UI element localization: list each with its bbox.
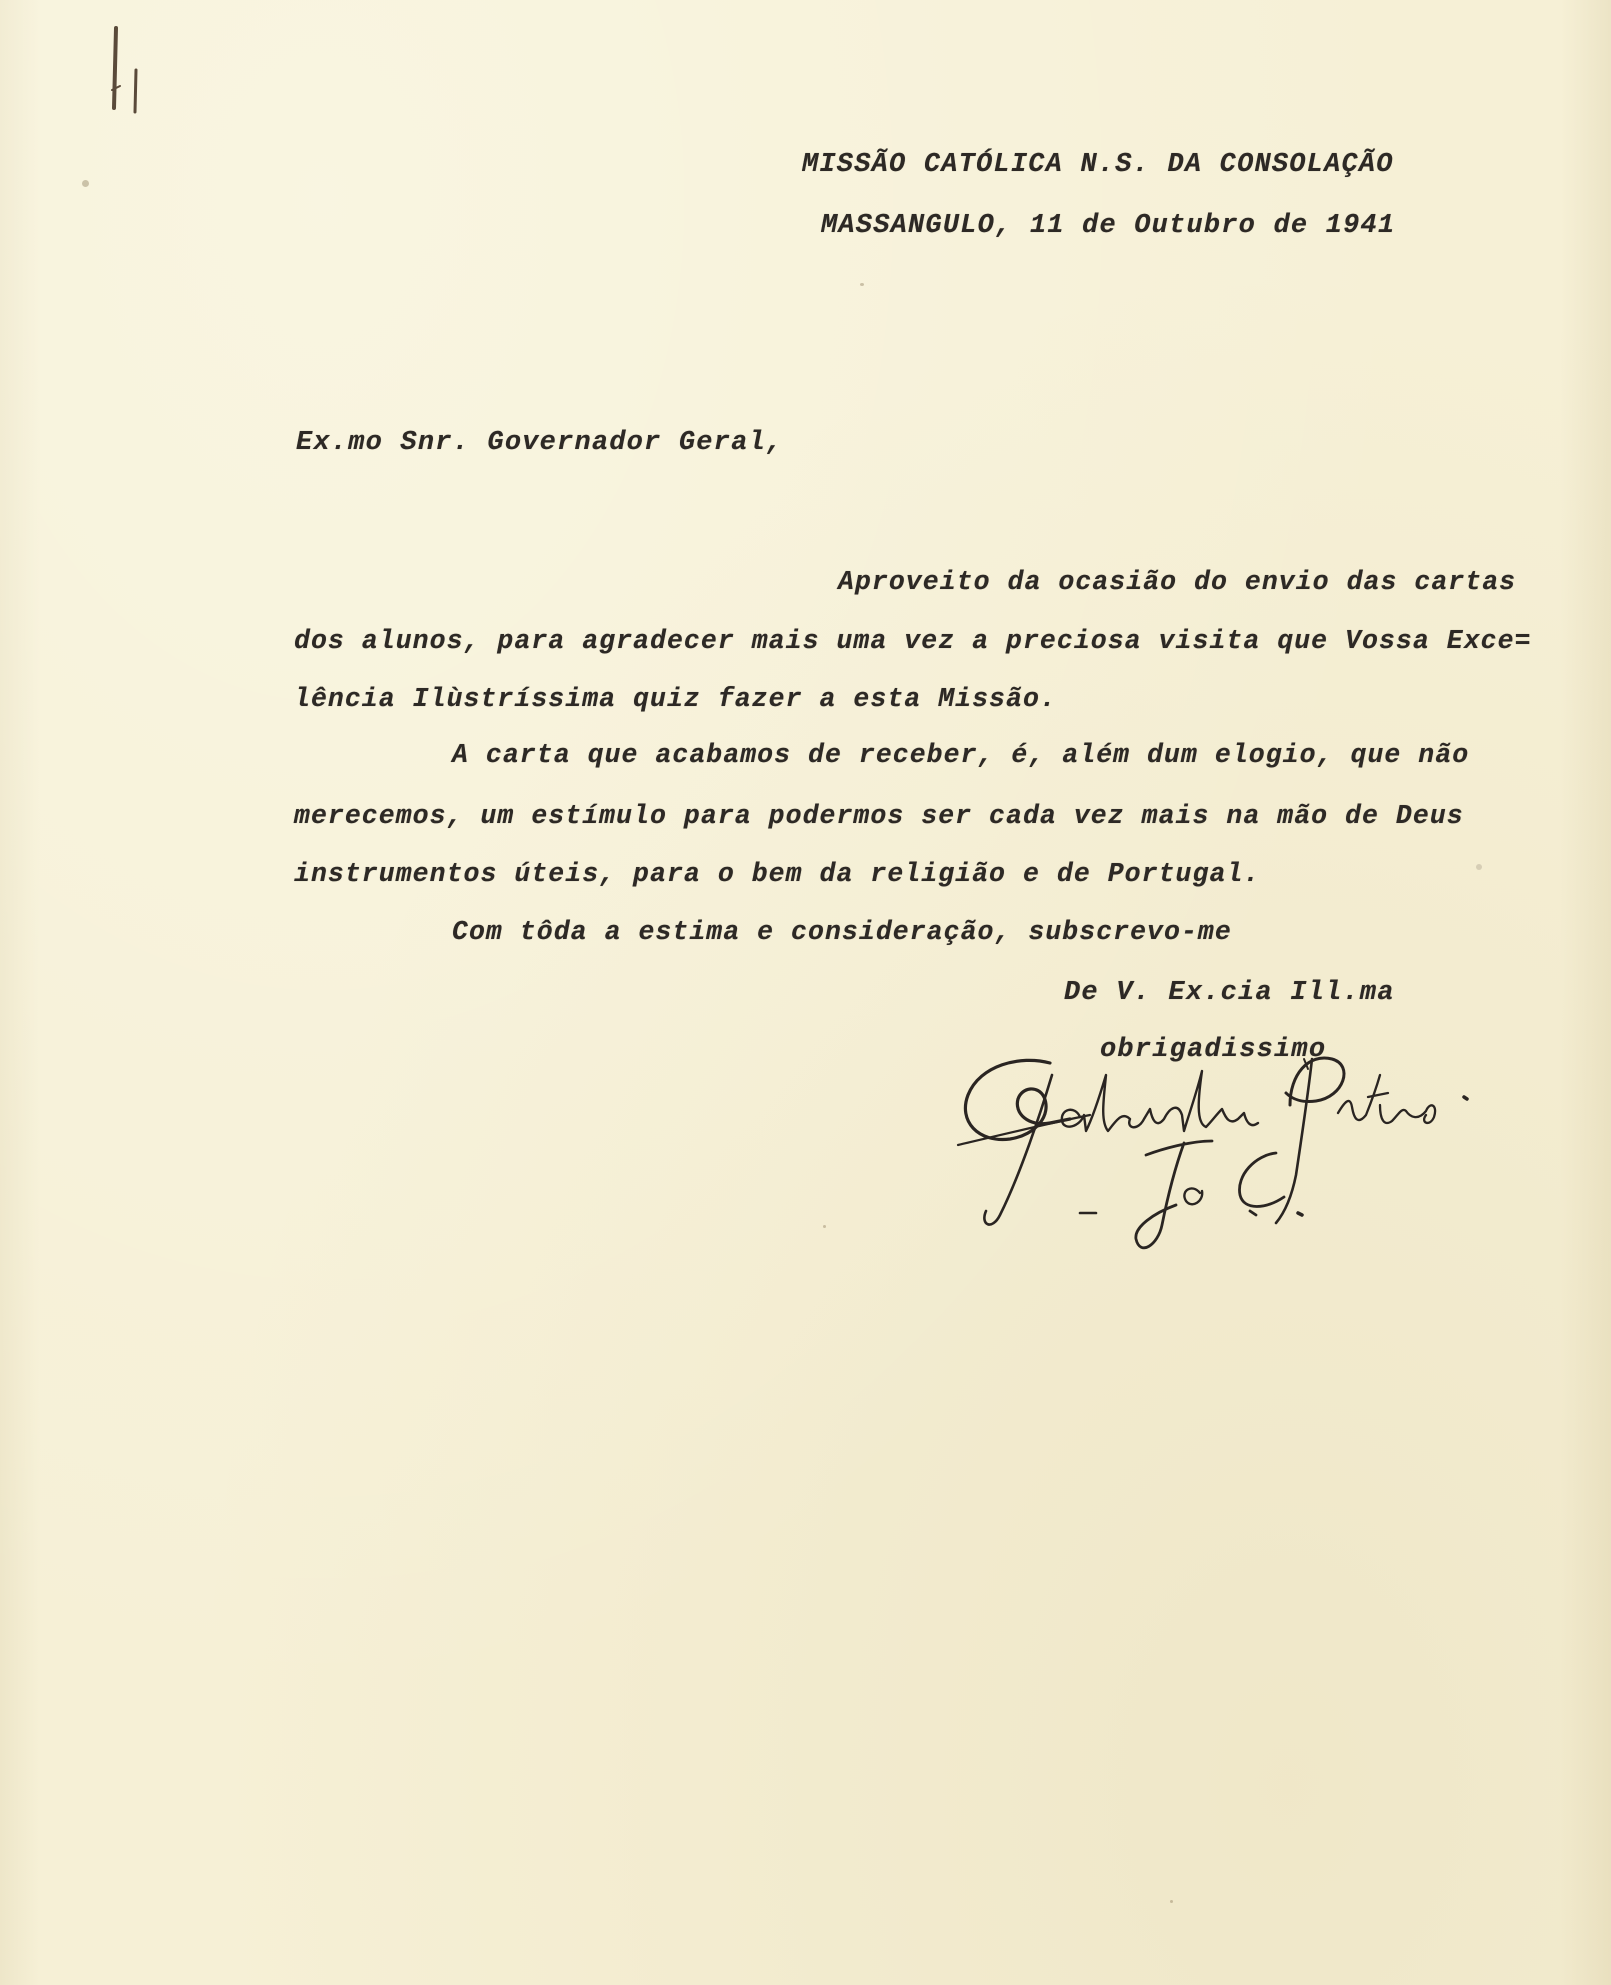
closing-line-2: obrigadissimo [1100, 1035, 1327, 1065]
body-line-7: Com tôda a estima e consideração, subscrevo-me [452, 917, 1232, 947]
body-line-4: A carta que acabamos de receber, é, além dum elogio, que não [452, 740, 1470, 770]
greeting-line: Ex.mo Snr. Governador Geral, [296, 428, 784, 458]
body-line-1: Aproveito da ocasião do envio das cartas [838, 567, 1517, 597]
paper-speck [82, 180, 89, 187]
body-line-5: merecemos, um estímulo para podermos ser cada vez mais na mão de Deus [294, 801, 1464, 831]
closing-line-1: De V. Ex.cia Ill.ma [1064, 978, 1395, 1008]
paper-speck [1476, 864, 1482, 870]
paper-speck [1170, 1900, 1173, 1903]
body-line-3: lência Ilùstríssima quiz fazer a esta Missão. [294, 684, 1057, 714]
paper-speck [823, 1225, 826, 1228]
letterhead-place-date: MASSANGULO, 11 de Outubro de 1941 [821, 211, 1396, 241]
body-line-2: dos alunos, para agradecer mais uma vez a preciosa visita que Vossa Exce= [294, 626, 1532, 656]
paper-speck [860, 283, 864, 286]
body-line-6: instrumentos úteis, para o bem da religião e de Portugal. [294, 859, 1261, 889]
archive-pencil-mark [100, 20, 160, 120]
handwritten-signature [940, 1035, 1500, 1275]
letterhead-mission-name: MISSÃO CATÓLICA N.S. DA CONSOLAÇÃO [802, 150, 1394, 180]
